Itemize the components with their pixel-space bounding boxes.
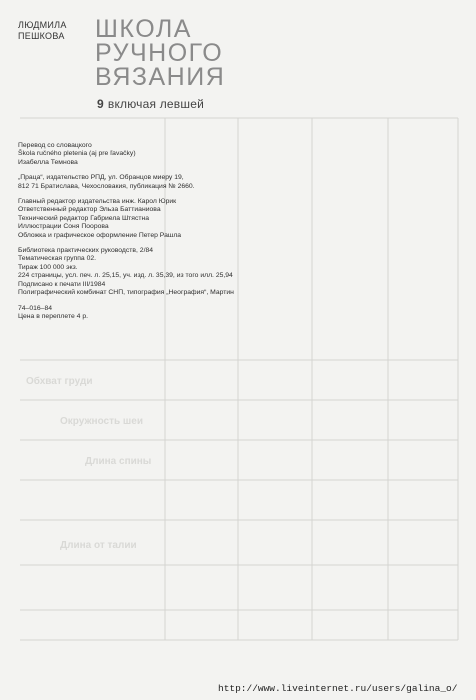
imprint-line: „Праца“, издательство РПД, ул. Обранцов миеру 19,: [18, 174, 184, 182]
ghost-label-waist: Длина от талии: [60, 540, 137, 551]
author-first-name: ЛЮДМИЛА: [18, 20, 67, 30]
imprint-line: Библиотека практических руководств, 2/84: [18, 247, 154, 255]
imprint-line: Перевод со словацкого: [18, 142, 92, 149]
book-subtitle: [97, 97, 204, 111]
imprint-line: Обложка и графическое оформление Петер Рашла: [18, 231, 182, 239]
book-title: [95, 17, 225, 89]
subtitle-mark: 9: [97, 97, 104, 111]
imprint-block: [18, 142, 318, 321]
imprint-line: Тематическая группа 02.: [18, 255, 97, 263]
source-url: http://www.liveinternet.ru/users/galina_o/: [218, 683, 458, 694]
imprint-line: Полиграфический комбинат СНП, типография „Неография“, Мартин: [18, 289, 234, 297]
imprint-line: Ответственный редактор Эльза Баттианиова: [18, 206, 161, 214]
title-line-2: РУЧНОГО: [95, 39, 224, 67]
ghost-label-neck: Окружность шеи: [60, 416, 143, 427]
ghost-label-back: Длина спины: [85, 456, 152, 467]
imprint-line: Технический редактор Габриела Штястна: [18, 214, 150, 222]
imprint-line: Изабелла Темнова: [18, 158, 78, 166]
imprint-line: 812 71 Братислава, Чехословакия, публикация № 2660.: [18, 182, 195, 190]
imprint-line: 74–016–84: [18, 304, 53, 312]
title-line-1: ШКОЛА: [95, 15, 192, 43]
imprint-line: 224 страницы, усл. печ. л. 25,15, уч. изд. л. 35,39, из того илл. 25,94: [18, 272, 233, 280]
imprint-line: Тираж 100 000 экз.: [18, 263, 78, 271]
imprint-line: Škola ručného pletenia (aj pre ľavačky): [18, 150, 136, 158]
imprint-line: Главный редактор издательства инж. Карол Юрик: [18, 198, 177, 206]
author-name: [18, 20, 67, 42]
imprint-line: Иллюстрации Соня Поорова: [18, 223, 109, 231]
imprint-line: Подписано к печати III/1984: [18, 280, 106, 288]
author-last-name: ПЕШКОВА: [18, 31, 65, 41]
subtitle-text: включая левшей: [107, 97, 204, 111]
ghost-label-chest: Обхват груди: [26, 376, 93, 387]
title-line-3: ВЯЗАНИЯ: [95, 63, 226, 91]
imprint-line: Цена в переплете 4 р.: [18, 312, 88, 320]
